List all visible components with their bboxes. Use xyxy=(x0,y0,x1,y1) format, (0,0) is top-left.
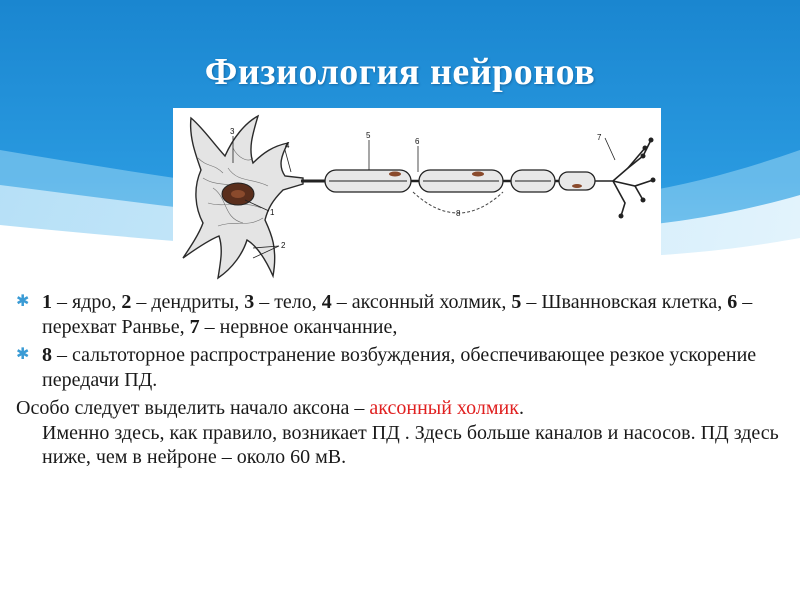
bullet-saltatory xyxy=(16,343,796,392)
axon-hillock-paragraph: Особо следует выделить начало аксона – аксонный холмик. Именно здесь, как правило, возникает ПД . Здесь больше каналов и насосов. ПД здесь ниже, чем в нейроне – около 60 мВ. xyxy=(16,396,796,470)
label-4: 4 xyxy=(285,141,290,150)
slide-title: Физиология нейронов xyxy=(204,51,596,93)
label-1: 1 xyxy=(270,208,275,217)
label-5: 5 xyxy=(366,131,371,140)
label-2: 2 xyxy=(281,241,286,250)
paragraph-rest: Именно здесь, как правило, возникает ПД . Здесь больше каналов и насосов. ПД здесь ниже, чем в нейроне – около 60 мВ. xyxy=(42,421,779,468)
label-7: 7 xyxy=(597,133,602,142)
label-3: 3 xyxy=(230,127,235,136)
content-text xyxy=(16,290,796,470)
label-8: 8 xyxy=(456,209,461,218)
neuron-diagram xyxy=(173,108,661,286)
highlight-axon-hillock: аксонный холмик xyxy=(369,397,519,419)
bullet-legend xyxy=(16,290,796,339)
bullet-star-icon: ✱ xyxy=(16,346,30,363)
saltatory-text: 8 – сальтоторное распространение возбуждения, обеспечивающее резкое ускорение передачи ПД. xyxy=(42,344,757,391)
bullet-star-icon: ✱ xyxy=(16,293,30,310)
label-6: 6 xyxy=(415,137,420,146)
legend-text: 1 – ядро, 2 – дендриты, 3 – тело, 4 – аксонный холмик, 5 – Шванновская клетка, 6 – перехват Ранвье, 7 – нервное оканчанние, xyxy=(42,291,753,338)
